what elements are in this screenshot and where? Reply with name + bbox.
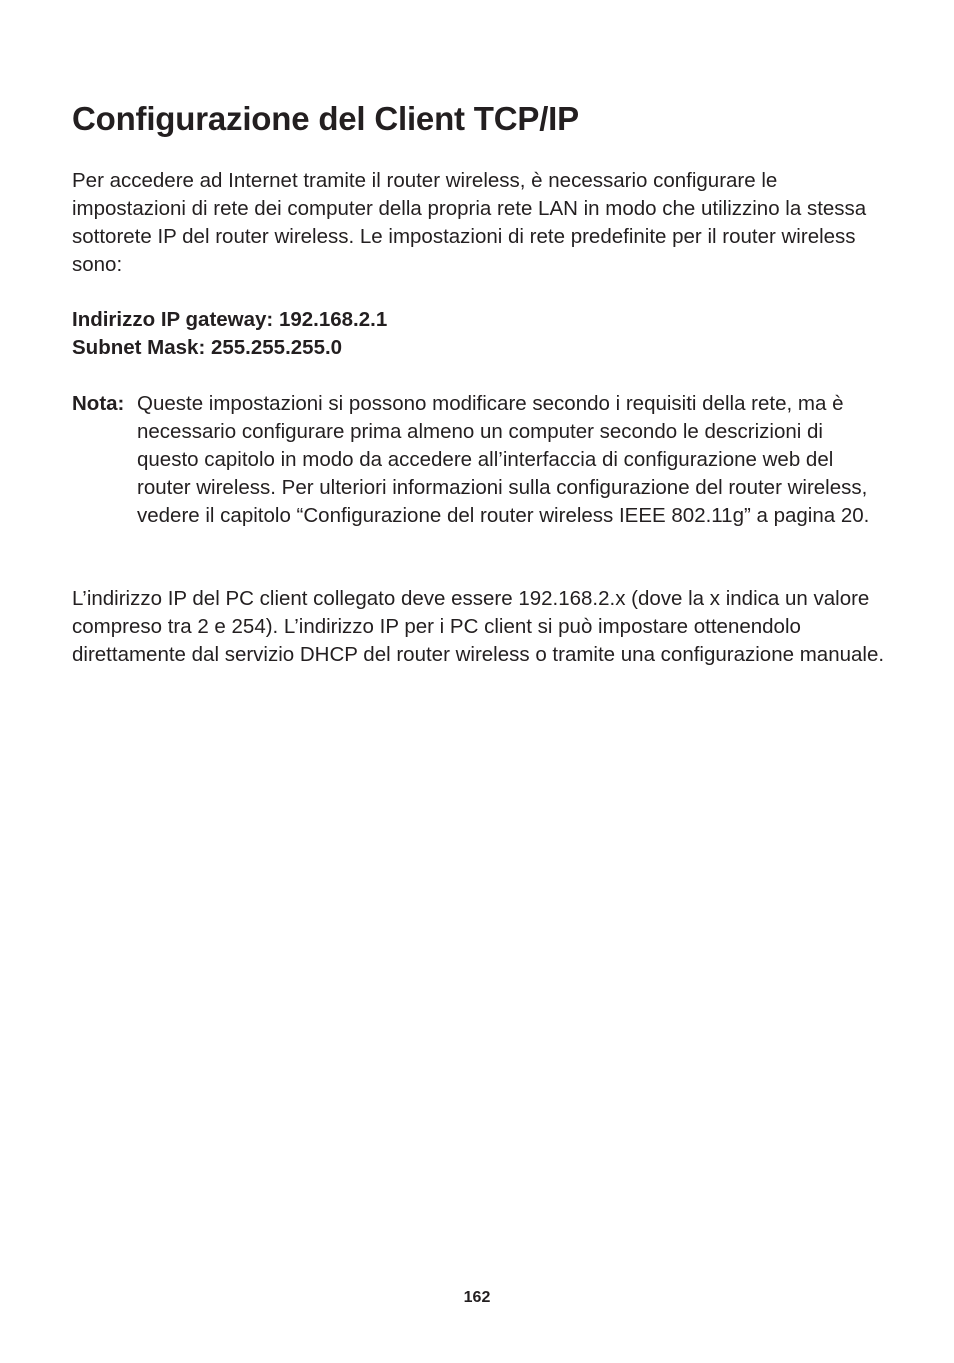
page-number: 162 — [463, 1289, 491, 1306]
note-text: Queste impostazioni si possono modificare secondo i requisiti della rete, ma è necessario configurare prima almeno un computer secondo le descrizioni di questo capitolo in modo da accedere all’interfaccia di configurazione web del router wireless. Per ulteriori informazioni sulla configurazione del router wireless, vedere il capitolo “Configurazione del router wireless IEEE 802.11g” a pagina 20. — [137, 392, 870, 527]
note-block — [72, 390, 887, 530]
default-settings — [72, 306, 387, 362]
gateway-setting: Indirizzo IP gateway: 192.168.2.1 — [72, 308, 388, 331]
note-label: Nota: — [72, 392, 125, 415]
intro-paragraph: Per accedere ad Internet tramite il router wireless, è necessario configurare le impostazioni di rete dei computer della propria rete LAN in modo che utilizzino la stessa sottorete IP del router wireless. Le impostazioni di rete predefinite per il router wireless sono: — [72, 169, 867, 276]
closing-paragraph: L’indirizzo IP del PC client collegato deve essere 192.168.2.x (dove la x indica un valore compreso tra 2 e 254). L’indirizzo IP per i PC client si può impostare ottenendolo direttamente dal servizio DHCP del router wireless o tramite una configurazione manuale. — [72, 587, 885, 666]
subnet-setting: Subnet Mask: 255.255.255.0 — [72, 336, 343, 359]
page-title: Configurazione del Client TCP/IP — [72, 100, 579, 137]
